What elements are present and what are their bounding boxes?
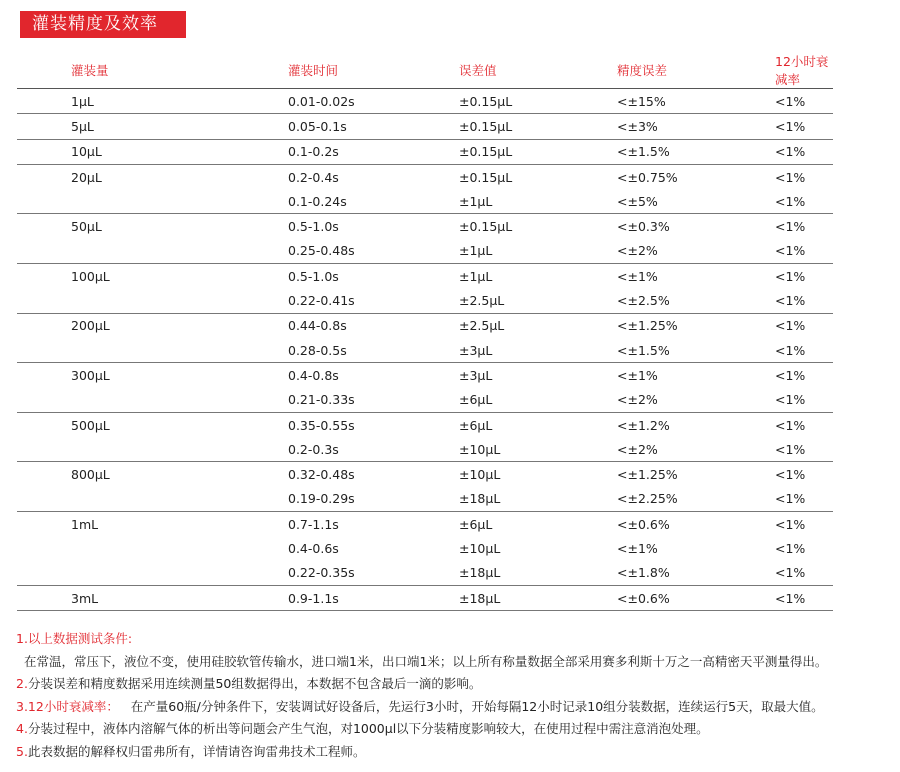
cell-precision-error: <±1% [617, 367, 658, 383]
cell-fill-time: 0.01-0.02s [234, 89, 405, 114]
cell-volume: 800μL [71, 467, 110, 483]
cell-fill-time: 0.21-0.33s [234, 388, 405, 413]
cell-decay-rate: <1% [721, 139, 833, 164]
table-row [17, 214, 833, 239]
cell-fill-time: 0.9-1.1s [234, 585, 405, 610]
cell-volume [17, 338, 234, 363]
cell-decay-rate: <1% [775, 540, 806, 556]
table-body [17, 89, 833, 611]
note-1-title [16, 628, 896, 651]
cell-precision-error: <±1.5% [563, 139, 721, 164]
cell-error-value: ±1μL [459, 268, 493, 284]
cell-precision-error: <±15% [563, 89, 721, 114]
cell-decay-rate: <1% [721, 89, 833, 114]
note-4 [16, 718, 896, 741]
table-row [17, 462, 833, 487]
note-4-num: 4. [16, 721, 28, 736]
cell-error-value: ±0.15μL [459, 169, 513, 185]
cell-error-value: ±0.15μL [405, 114, 563, 139]
cell-fill-time: 0.35-0.55s [288, 417, 355, 433]
cell-decay-rate: <1% [721, 239, 833, 264]
cell-error-value: ±10μL [405, 437, 563, 462]
table-row [17, 239, 833, 264]
cell-decay-rate: <1% [775, 169, 806, 185]
table-row [17, 388, 833, 413]
cell-volume [17, 536, 234, 560]
cell-decay-rate: <1% [721, 338, 833, 363]
cell-precision-error: <±2% [563, 239, 721, 264]
cell-fill-time: 0.5-1.0s [288, 219, 339, 235]
header-fill-time: 灌装时间 [234, 52, 405, 89]
cell-error-value: ±2.5μL [405, 288, 563, 313]
cell-fill-time: 0.22-0.35s [234, 561, 405, 586]
note-5-body: 此表数据的解释权归雷弗所有，详情请咨询雷弗技术工程师。 [27, 743, 366, 759]
cell-volume: 5μL [17, 114, 234, 139]
cell-volume: 1mL [71, 516, 99, 532]
cell-precision-error: <±2% [563, 388, 721, 413]
table-row [17, 412, 833, 437]
table-row [17, 139, 833, 164]
table-row [17, 264, 833, 289]
table-row [17, 363, 833, 388]
cell-fill-time: 0.7-1.1s [288, 516, 339, 532]
table-row [17, 536, 833, 560]
cell-precision-error: <±3% [563, 114, 721, 139]
section-title: 灌装精度及效率 [20, 11, 186, 38]
note-2-body: 分装误差和精度数据采用连续测量50组数据得出，本数据不包含最后一滴的影响。 [27, 676, 482, 691]
cell-decay-rate: <1% [721, 114, 833, 139]
header-error-value: 误差值 [405, 52, 563, 89]
table-row [17, 114, 833, 139]
cell-decay-rate: <1% [721, 288, 833, 313]
cell-fill-time: 0.05-0.1s [234, 114, 405, 139]
cell-error-value: ±1μL [405, 189, 563, 214]
cell-precision-error: <±5% [563, 189, 721, 214]
cell-precision-error: <±0.3% [617, 219, 670, 235]
cell-decay-rate: <1% [775, 219, 806, 235]
cell-error-value: ±0.15μL [405, 89, 563, 114]
note-1-head: 1.以上数据测试条件: [16, 631, 133, 646]
cell-decay-rate: <1% [721, 487, 833, 512]
cell-decay-rate: <1% [775, 516, 806, 532]
cell-precision-error: <±2% [563, 437, 721, 462]
header-precision-error: 精度误差 [563, 52, 721, 89]
cell-error-value: ±6μL [405, 388, 563, 413]
table-header-row [17, 52, 833, 89]
cell-decay-rate: <1% [775, 467, 806, 483]
note-5 [16, 741, 896, 764]
cell-fill-time: 0.2-0.4s [288, 169, 339, 185]
cell-volume: 200μL [71, 318, 110, 334]
table-row [17, 487, 833, 512]
cell-error-value: ±18μL [405, 561, 563, 586]
cell-volume [17, 189, 234, 214]
cell-error-value: ±10μL [459, 540, 501, 556]
cell-decay-rate: <1% [775, 417, 806, 433]
cell-fill-time: 0.22-0.41s [234, 288, 405, 313]
cell-volume [17, 487, 234, 512]
cell-volume: 10μL [17, 139, 234, 164]
table-row [17, 313, 833, 338]
cell-decay-rate: <1% [775, 268, 806, 284]
cell-volume [17, 388, 234, 413]
cell-volume: 20μL [71, 169, 102, 185]
cell-error-value: ±0.15μL [459, 219, 513, 235]
table-row [17, 585, 833, 610]
cell-volume [17, 239, 234, 264]
cell-volume [17, 561, 234, 586]
note-3-head: 3.12小时衰减率： [16, 698, 119, 714]
cell-volume: 100μL [71, 268, 110, 284]
cell-decay-rate: <1% [721, 437, 833, 462]
table-row [17, 288, 833, 313]
cell-error-value: ±6μL [459, 417, 493, 433]
table-row [17, 437, 833, 462]
cell-error-value: ±6μL [459, 516, 493, 532]
cell-fill-time: 0.2-0.3s [234, 437, 405, 462]
cell-error-value: ±10μL [459, 467, 501, 483]
cell-fill-time: 0.32-0.48s [288, 467, 355, 483]
note-2-num: 2. [16, 676, 28, 691]
header-volume: 灌装量 [17, 52, 234, 89]
cell-decay-rate: <1% [775, 367, 806, 383]
header-decay-rate: 12小时衰减率 [721, 52, 833, 89]
spec-table [17, 52, 833, 611]
cell-error-value: ±3μL [405, 338, 563, 363]
cell-precision-error: <±1.25% [617, 467, 678, 483]
cell-error-value: ±0.15μL [405, 139, 563, 164]
cell-decay-rate: <1% [721, 561, 833, 586]
cell-decay-rate: <1% [721, 388, 833, 413]
cell-decay-rate: <1% [721, 585, 833, 610]
cell-precision-error: <±1.25% [617, 318, 678, 334]
cell-fill-time: 0.5-1.0s [288, 268, 339, 284]
table-row [17, 89, 833, 114]
cell-precision-error: <±0.6% [563, 585, 721, 610]
cell-error-value: ±18μL [405, 585, 563, 610]
cell-decay-rate: <1% [721, 189, 833, 214]
cell-volume: 500μL [71, 417, 110, 433]
table-row [17, 189, 833, 214]
table-row [17, 512, 833, 537]
cell-decay-rate: <1% [775, 318, 806, 334]
cell-precision-error: <±1.2% [617, 417, 670, 433]
cell-fill-time: 0.1-0.24s [234, 189, 405, 214]
table-row [17, 561, 833, 586]
cell-fill-time: 0.19-0.29s [234, 487, 405, 512]
cell-precision-error: <±1.8% [563, 561, 721, 586]
cell-volume: 50μL [71, 219, 102, 235]
cell-fill-time: 0.28-0.5s [234, 338, 405, 363]
note-3-body: 在产量60瓶/分钟条件下，安装调试好设备后，先运行3小时，开始每隔12小时记录10组分装数据，连续运行5天，取最大值。 [130, 698, 824, 714]
cell-volume: 1μL [17, 89, 234, 114]
cell-volume [17, 288, 234, 313]
note-5-num: 5. [16, 743, 28, 759]
cell-error-value: ±2.5μL [459, 318, 505, 334]
cell-volume [17, 437, 234, 462]
cell-precision-error: <±0.6% [617, 516, 670, 532]
cell-precision-error: <±1% [617, 268, 658, 284]
cell-precision-error: <±1% [617, 540, 658, 556]
cell-precision-error: <±2.25% [563, 487, 721, 512]
cell-error-value: ±3μL [459, 367, 493, 383]
cell-fill-time: 0.4-0.8s [288, 367, 339, 383]
cell-volume: 3mL [17, 585, 234, 610]
note-1-body: 在常温，常压下，液位不变，使用硅胶软管传输水，进口端1米，出口端1米；以上所有称量数据全部采用赛多利斯十万之一高精密天平测量得出。 [24, 653, 828, 669]
cell-error-value: ±18μL [405, 487, 563, 512]
cell-precision-error: <±2.5% [563, 288, 721, 313]
cell-volume: 300μL [71, 367, 110, 383]
table-row [17, 338, 833, 363]
cell-fill-time: 0.44-0.8s [288, 318, 347, 334]
table-row [17, 164, 833, 189]
cell-fill-time: 0.4-0.6s [288, 540, 339, 556]
notes-section [16, 628, 896, 763]
cell-fill-time: 0.25-0.48s [234, 239, 405, 264]
note-3 [16, 696, 896, 719]
cell-error-value: ±1μL [405, 239, 563, 264]
note-4-body: 分装过程中，液体内溶解气体的析出等问题会产生气泡，对1000μl以下分装精度影响较大，在使用过程中需注意消泡处理。 [27, 721, 709, 736]
cell-precision-error: <±0.75% [617, 169, 678, 185]
cell-precision-error: <±1.5% [563, 338, 721, 363]
cell-fill-time: 0.1-0.2s [234, 139, 405, 164]
note-2 [16, 673, 896, 696]
